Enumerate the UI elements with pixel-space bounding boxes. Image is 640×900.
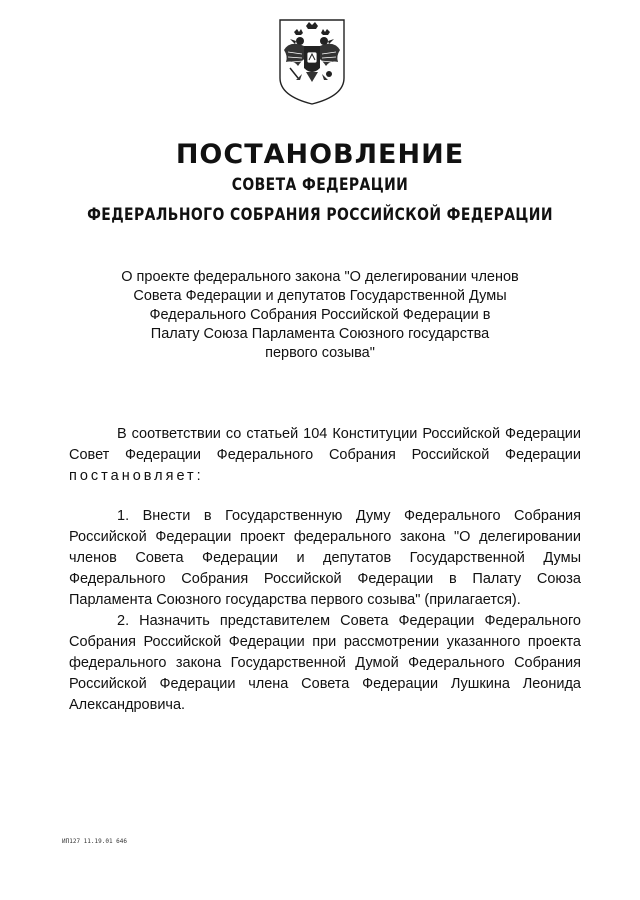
preamble-paragraph — [69, 424, 581, 487]
issuing-body-line-1: СОВЕТА ФЕДЕРАЦИИ — [231, 175, 409, 195]
subject-line: О проекте федерального закона "О делегировании членов — [121, 269, 519, 285]
subject-line: Совета Федерации и депутатов Государственной Думы — [133, 288, 507, 304]
coat-of-arms-icon — [276, 16, 348, 106]
issuing-body-line-2: ФЕДЕРАЛЬНОГО СОБРАНИЯ РОССИЙСКОЙ ФЕДЕРАЦИИ — [87, 205, 553, 225]
resolution-item-1: 1. Внести в Государственную Думу Федерального Собрания Российской Федерации проект федерального закона "О делегировании членов Совета Федерации и депутатов Государственной Думы Федерального Собрания Российской Федерации в Палату Союза Парламента Союзного государства первого созыва" (прилагается). — [69, 508, 581, 608]
preamble-text: В соответствии со статьей 104 Конституции Российской Федерации Совет Федерации Федерального Собрания Российской Федерации — [69, 426, 581, 463]
decision-word: постановляет: — [69, 468, 204, 484]
resolution-item-2: 2. Назначить представителем Совета Федерации Федерального Собрания Российской Федерации при рассмотрении указанного проекта федерального закона Государственной Думой Федерального Собрания Российской Федерации члена Совета Федерации Лушкина Леонида Александровича. — [69, 613, 581, 713]
document-subject — [80, 268, 560, 363]
document-title: ПОСТАНОВЛЕНИЕ — [175, 139, 465, 170]
subject-line: Палату Союза Парламента Союзного государства — [150, 326, 490, 342]
subject-line: Федерального Собрания Российской Федерации в — [149, 307, 491, 323]
resolution-items — [69, 506, 581, 716]
footer-code: ИП127 11.19.01 646 — [62, 838, 128, 845]
subject-line: первого созыва" — [265, 345, 375, 361]
